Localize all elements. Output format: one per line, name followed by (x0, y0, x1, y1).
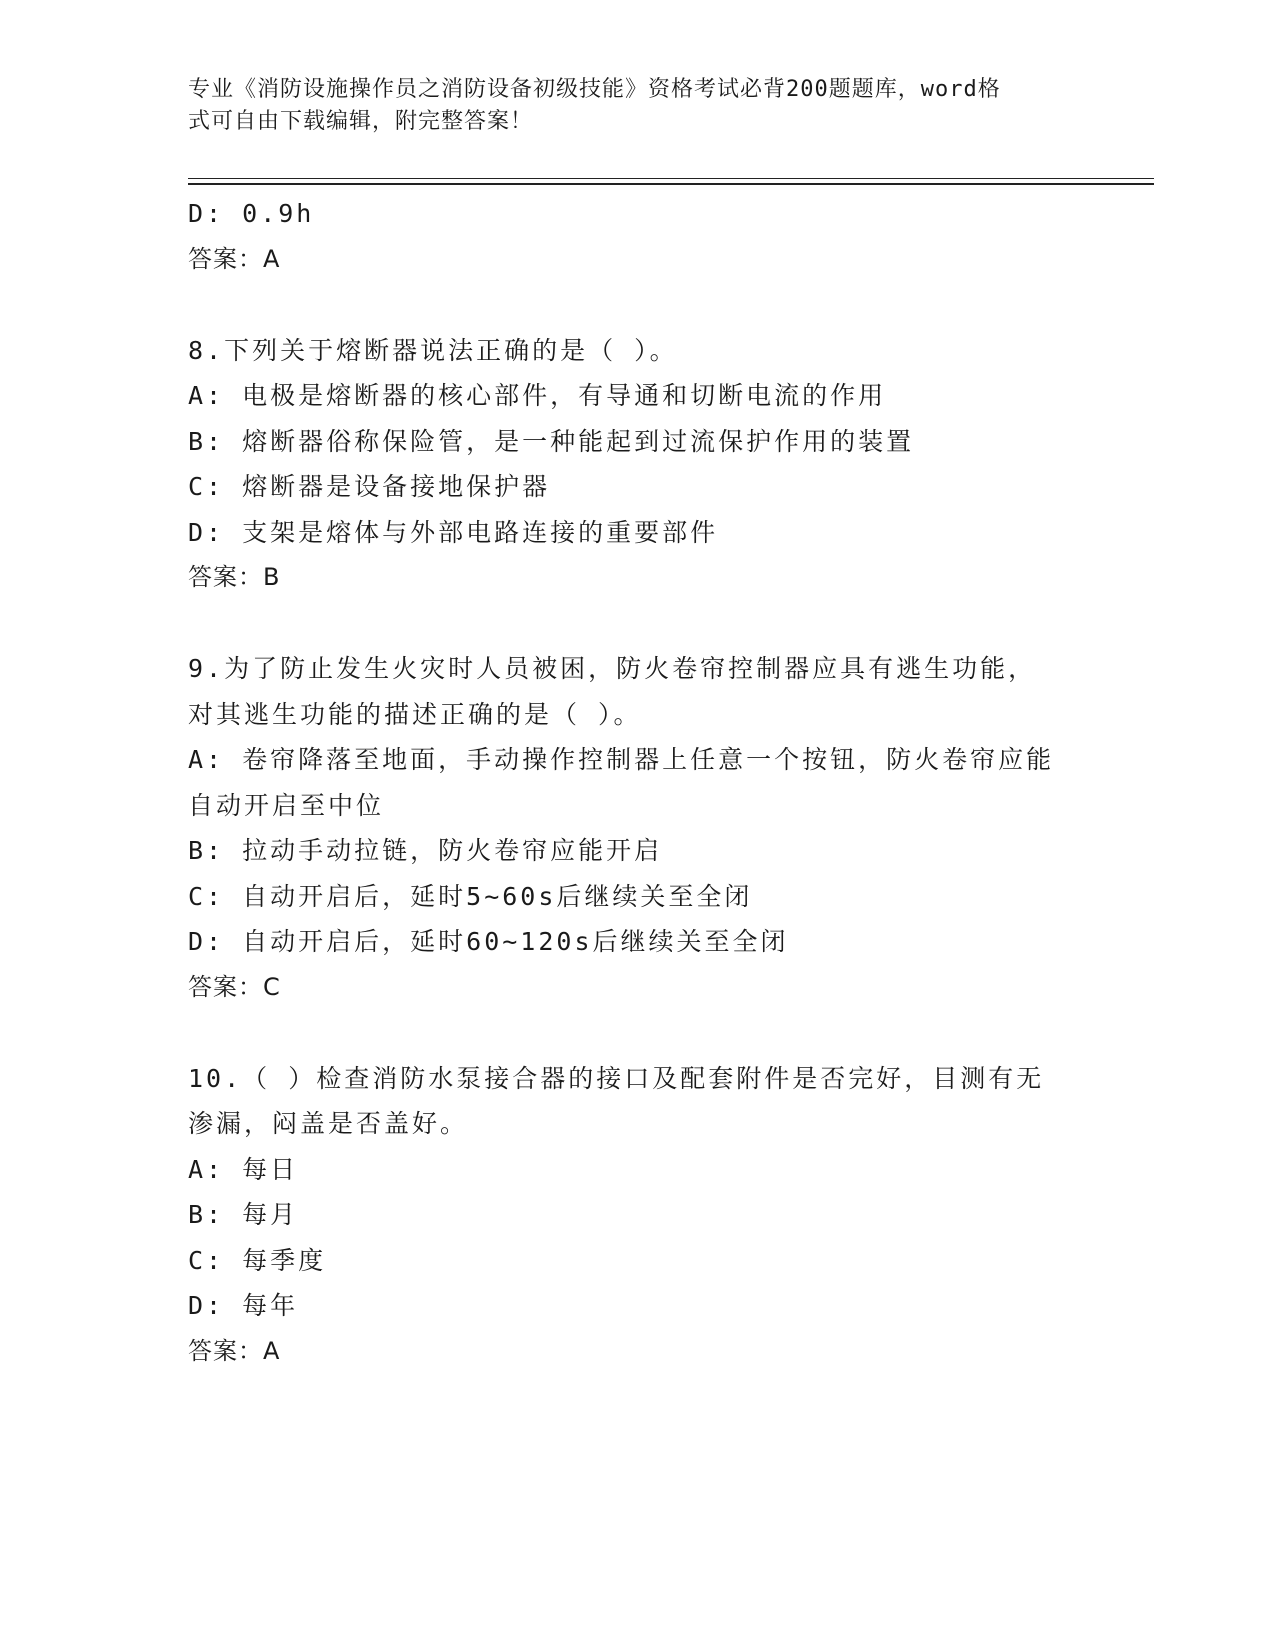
header-divider-thick (188, 183, 1154, 185)
question-option: C: 每季度 (188, 1245, 327, 1275)
question-spacer (188, 601, 1088, 647)
question-list (188, 282, 1088, 1374)
header-line-2: 式可自由下载编辑，附完整答案！ (188, 109, 534, 134)
question-option: A: 每日 (188, 1154, 299, 1184)
question-option: 自动开启至中位 (188, 790, 385, 820)
question-option: B: 拉动手动拉链，防火卷帘应能开启 (188, 836, 663, 865)
question-answer: 答案：C (188, 972, 281, 1001)
header-line-1: 专业《消防设施操作员之消防设备初级技能》资格考试必背200题题库，word格 (188, 77, 1001, 102)
question-answer: 答案：B (188, 563, 281, 591)
question-stem: 10.（ ）检查消防水泵接合器的接口及配套附件是否完好，目测有无 (188, 1063, 1045, 1093)
question-option: D: 支架是熔体与外部电路连接的重要部件 (188, 517, 719, 547)
document-header (188, 74, 1068, 138)
question-spacer (188, 282, 1088, 328)
question-stem: 8.下列关于熔断器说法正确的是（ ）。 (188, 335, 678, 365)
question-option: A: 卷帘降落至地面，手动操作控制器上任意一个按钮，防火卷帘应能 (188, 745, 1055, 774)
header-divider-thin (188, 178, 1154, 179)
question-block (188, 646, 1088, 1010)
question-option: D: 每年 (188, 1291, 299, 1320)
question-stem: 9.为了防止发生火灾时人员被困，防火卷帘控制器应具有逃生功能， (188, 654, 1037, 683)
question-option: C: 熔断器是设备接地保护器 (188, 472, 551, 501)
question-content (188, 191, 1088, 1374)
prev-answer: 答案：A (188, 244, 281, 273)
question-stem: 渗漏，闷盖是否盖好。 (188, 1109, 469, 1138)
question-block (188, 328, 1088, 601)
question-option: B: 熔断器俗称保险管，是一种能起到过流保护作用的装置 (188, 426, 915, 456)
question-spacer (188, 1010, 1088, 1056)
question-stem: 对其逃生功能的描述正确的是（ ）。 (188, 699, 642, 729)
question-block (188, 1056, 1088, 1375)
question-answer: 答案：A (188, 1336, 281, 1365)
question-option: D: 自动开启后，延时60~120s后继续关至全闭 (188, 927, 789, 956)
question-option: A: 电极是熔断器的核心部件，有导通和切断电流的作用 (188, 381, 887, 410)
question-option: C: 自动开启后，延时5~60s后继续关至全闭 (188, 881, 753, 911)
question-option: B: 每月 (188, 1200, 299, 1229)
prev-option-d: D: 0.9h (188, 199, 315, 228)
